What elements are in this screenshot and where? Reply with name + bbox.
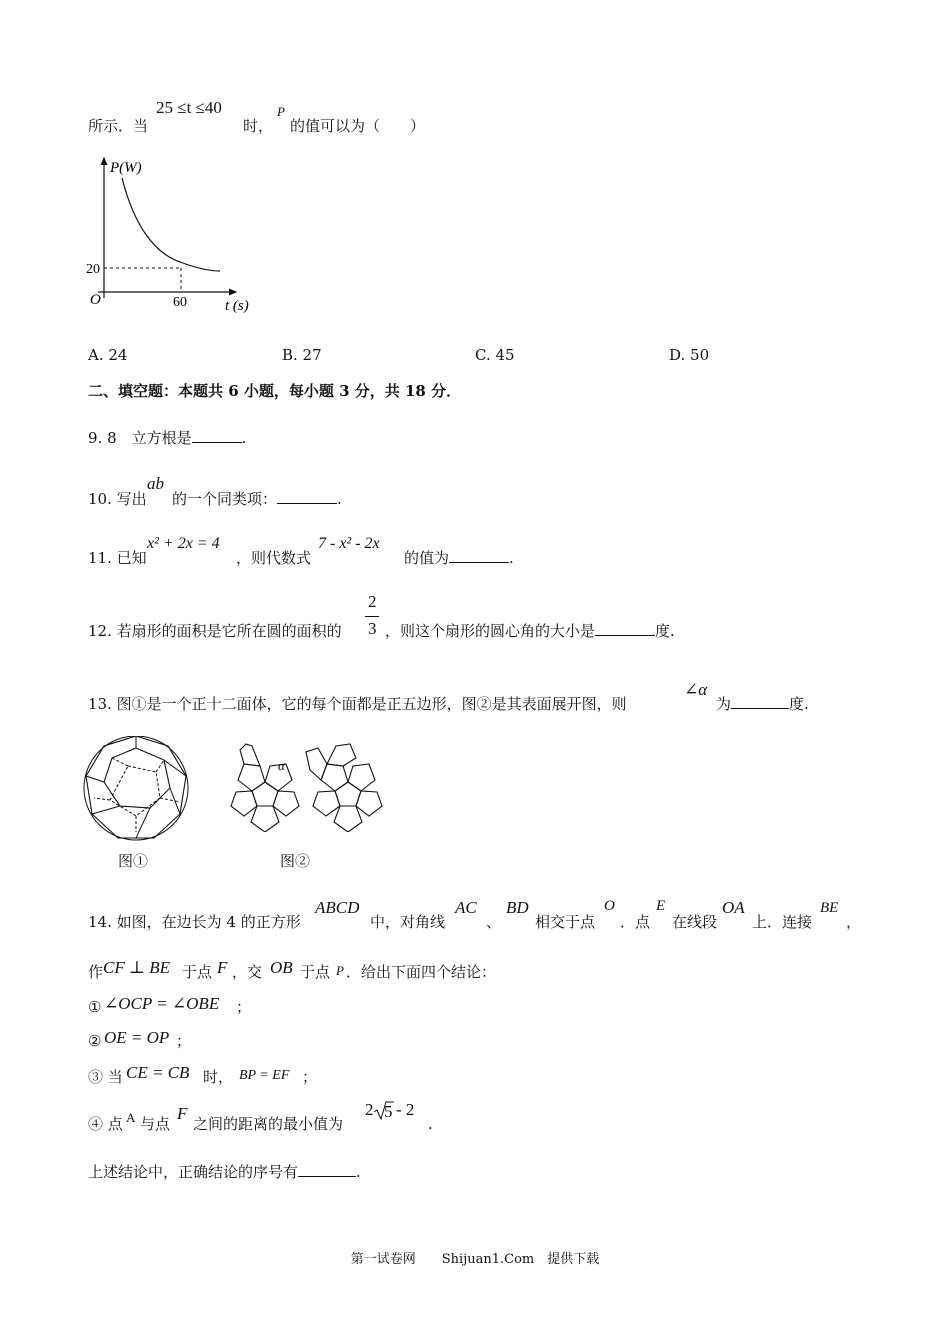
- q14-line1-mid2: 相交于点: [535, 913, 596, 931]
- q14-conclusion-end: .: [356, 1163, 361, 1181]
- q14-line2-end: ．给出下面四个结论：: [346, 963, 497, 981]
- c1-end: ；: [236, 998, 252, 1016]
- q10-prefix: 10. 写出: [88, 490, 147, 508]
- q11-mid: ，则代数式: [236, 549, 312, 567]
- q14-line1-mid4: 在线段: [672, 913, 718, 931]
- fig2-label: 图②: [280, 852, 311, 870]
- q11-suffix: 的值为: [404, 549, 450, 567]
- q11-expr2: 7 - x² - 2x: [318, 535, 380, 552]
- q14-line1-prefix: 14. 如图，在边长为 4 的正方形: [88, 913, 301, 931]
- q14-e: E: [656, 898, 666, 914]
- q13-angle: ∠α: [684, 680, 708, 699]
- q8-option-b: B. 27: [282, 346, 322, 364]
- y-tick-20: 20: [86, 262, 100, 277]
- c4-num: ④ 点: [88, 1115, 123, 1133]
- c4-mid2: 之间的距离的最小值为: [193, 1115, 344, 1133]
- q8-graph: [84, 150, 274, 320]
- q14-cf-be: CF ⊥ BE: [103, 958, 170, 977]
- q14-line1-mid1: 中，对角线: [370, 913, 446, 931]
- q8-option-c: C. 45: [475, 346, 515, 364]
- c2-end: ；: [176, 1032, 192, 1050]
- x-tick-60: 60: [173, 295, 187, 310]
- q9-text: 9. 8 立方根是: [88, 429, 192, 447]
- origin-label: O: [90, 292, 101, 308]
- q11-blank: [449, 548, 509, 563]
- q13-prefix: 13. 图①是一个正十二面体，它的每个面都是正五边形，图②是其表面展开图，则: [88, 695, 627, 713]
- q14-p: P: [336, 963, 344, 978]
- q14-oa: OA: [722, 898, 745, 917]
- q12-blank: [595, 621, 655, 636]
- q9: [88, 428, 246, 448]
- dodeca-front-face: [104, 748, 170, 808]
- q8-var-p: P: [277, 104, 285, 119]
- q8-option-a: A. 24: [88, 346, 128, 364]
- q8-condition: 25 ≤t ≤40: [156, 98, 222, 117]
- c4-rad: 5: [384, 1102, 393, 1121]
- q9-end: .: [241, 429, 247, 447]
- p-curve: [122, 178, 220, 271]
- q9-blank: [192, 428, 242, 443]
- q14-ob: OB: [270, 958, 293, 977]
- q12-frac-bar: [365, 616, 379, 617]
- c4-tail: - 2: [396, 1100, 415, 1119]
- q13-end: 度.: [789, 695, 809, 713]
- q14-o: O: [604, 898, 615, 914]
- q10-blank: [277, 489, 337, 504]
- q14-line1-mid3: ．点: [620, 913, 651, 931]
- dodeca-back-face: [110, 766, 160, 816]
- c3-expr: CE = CB: [126, 1063, 190, 1082]
- c4-mid: 与点: [140, 1115, 171, 1133]
- y-axis-label: P(W): [110, 160, 142, 176]
- q11-prefix: 11. 已知: [88, 549, 147, 567]
- q14-line1-end: ，: [846, 913, 862, 931]
- q8-prefix: 所示．当: [88, 117, 149, 135]
- q10-rest: [172, 489, 342, 509]
- q13-rest: [716, 694, 809, 714]
- q12-frac-num: 2: [368, 592, 377, 611]
- q14-line1-mid5: 上．连接: [752, 913, 813, 931]
- q14-line2-mid1: 于点: [182, 963, 213, 981]
- fig1-label: 图①: [118, 852, 149, 870]
- q14-ac: AC: [455, 898, 477, 917]
- q14-conclusion-text: 上述结论中，正确结论的序号有: [88, 1163, 299, 1181]
- c4-end: .: [428, 1115, 433, 1133]
- q12-rest: [385, 621, 675, 641]
- c4-coef: 2: [365, 1100, 374, 1119]
- c2-expr: OE = OP: [104, 1028, 170, 1047]
- c3-expr2: BP = EF: [239, 1068, 290, 1083]
- q13-suffix: 为: [716, 695, 732, 713]
- q12-frac-den: 3: [368, 619, 377, 638]
- x-axis-label: t (s): [225, 298, 249, 314]
- q11-end: .: [509, 549, 514, 567]
- q14-be: BE: [820, 900, 839, 916]
- c3-end: ；: [302, 1068, 318, 1086]
- dodecahedron-net-figure: [218, 742, 398, 832]
- q10-suffix: 的一个同类项：: [172, 490, 278, 508]
- q14-blank: [298, 1162, 356, 1177]
- c3-num: ③ 当: [88, 1068, 123, 1086]
- q8-suffix: 的值可以为（ ）: [290, 117, 426, 135]
- c4-f: F: [177, 1104, 188, 1123]
- q10-end: .: [337, 490, 342, 508]
- c4-a: A: [126, 1110, 136, 1125]
- dodecahedron-figure: [80, 736, 196, 842]
- q13-blank: [731, 694, 789, 709]
- q11-expr1: x² + 2x = 4: [147, 535, 220, 552]
- q8-mid: 时，: [243, 117, 274, 135]
- q14-line2-mid3: 于点: [300, 963, 331, 981]
- q14-line2-prefix: 作: [88, 963, 104, 981]
- c1-expr: ∠OCP = ∠OBE: [104, 994, 220, 1013]
- page-footer: 第一试卷网 Shijuan1.Com 提供下载: [350, 1252, 600, 1267]
- alpha-label: α: [278, 758, 285, 773]
- q10-expr: ab: [147, 474, 164, 493]
- c2-num: ②: [88, 1032, 102, 1050]
- q14-bd: BD: [506, 898, 529, 917]
- q14-f: F: [217, 958, 228, 977]
- dodeca-outline: [84, 736, 188, 840]
- q14-abcd: ABCD: [315, 898, 360, 917]
- q12-suffix: ，则这个扇形的圆心角的大小是: [385, 622, 596, 640]
- q8-stem: [88, 116, 148, 136]
- q12-prefix: 12. 若扇形的面积是它所在圆的面积的: [88, 622, 342, 640]
- q11-rest: [404, 548, 514, 568]
- q8-option-d: D. 50: [669, 346, 710, 364]
- q12-end: 度.: [655, 622, 675, 640]
- section-heading: 二、填空题：本题共 6 小题，每小题 3 分，共 18 分．: [88, 382, 462, 400]
- c1-num: ①: [88, 998, 102, 1016]
- q14-conclusion: [88, 1162, 361, 1182]
- c3-mid: 时，: [203, 1068, 234, 1086]
- q14-sep: 、: [486, 913, 502, 931]
- q14-line2-mid2: ，交: [232, 963, 263, 981]
